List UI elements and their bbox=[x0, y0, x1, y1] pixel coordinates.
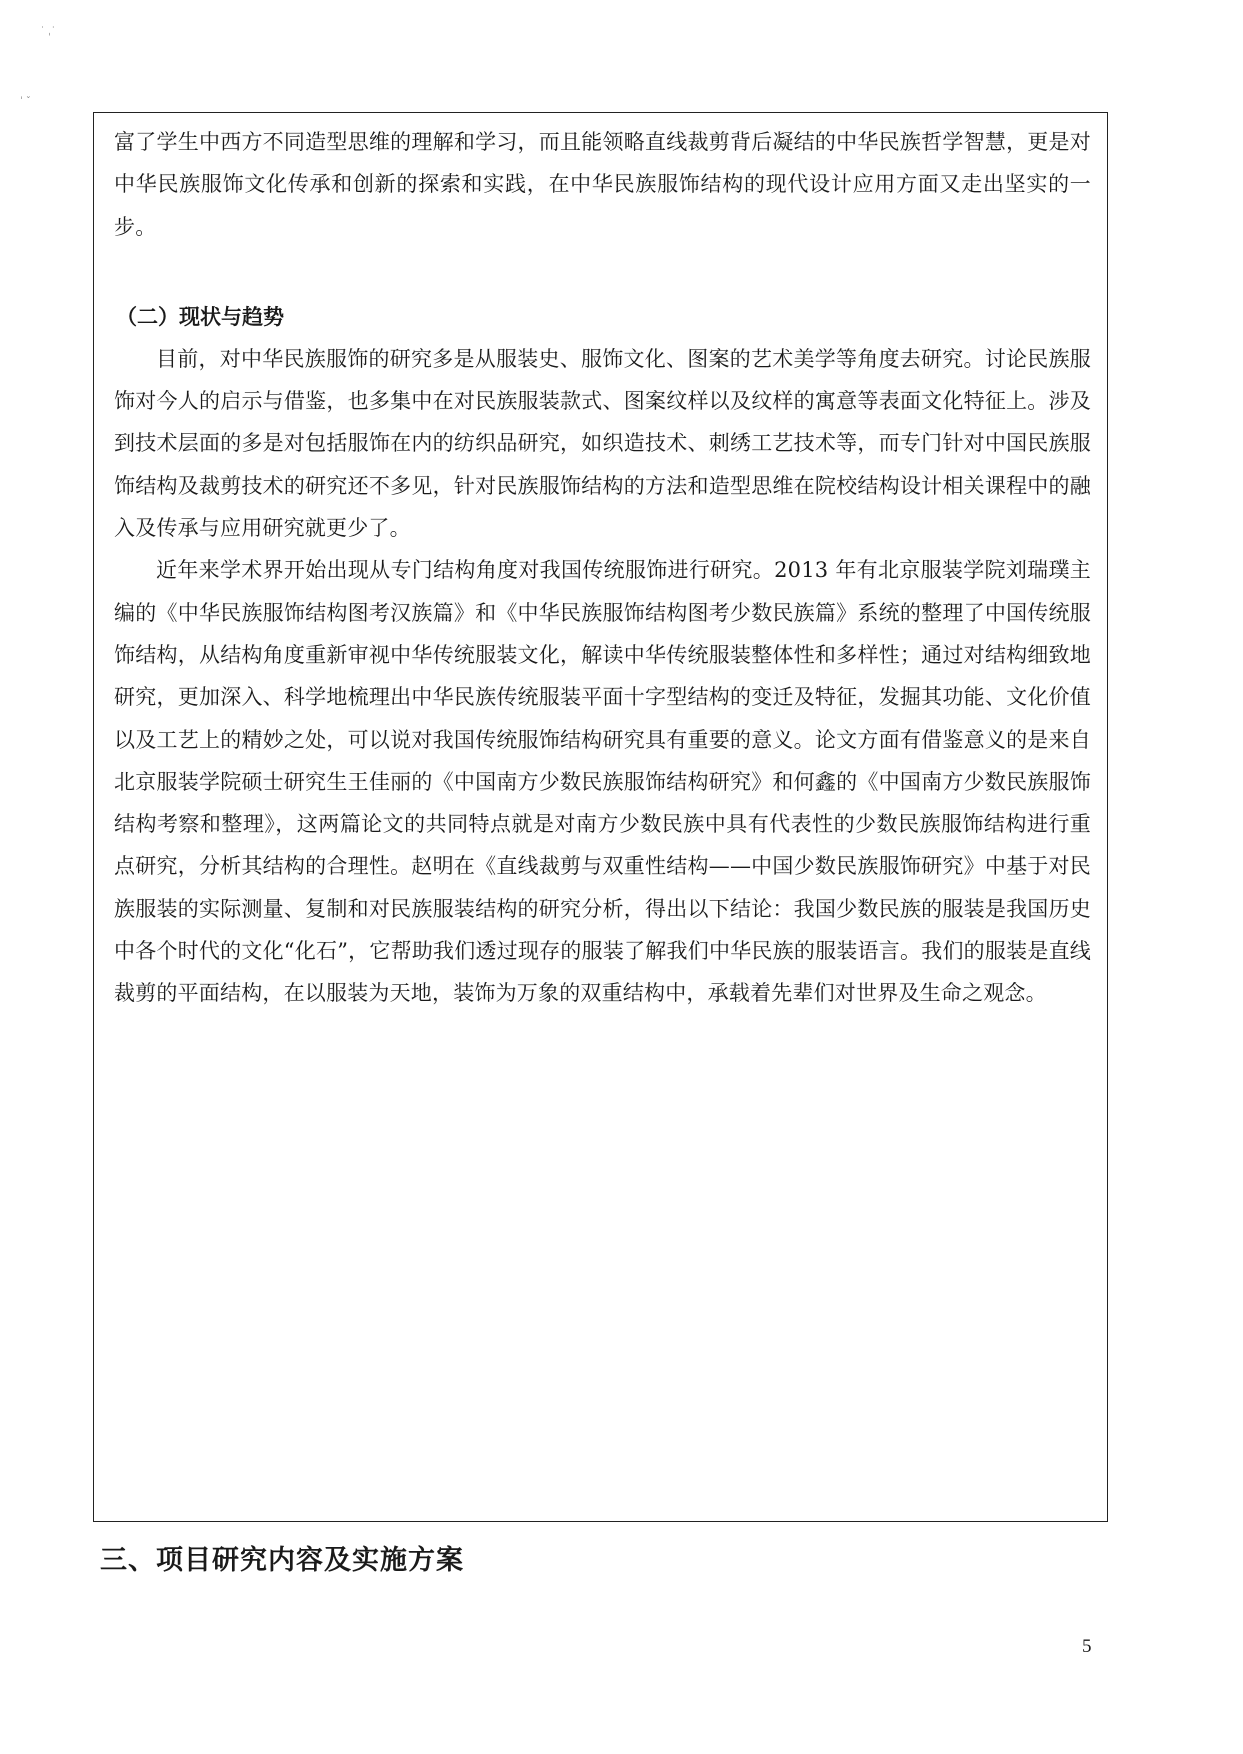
scan-speck: ˙ ˌ˙ bbox=[40, 26, 56, 37]
content-box-body bbox=[114, 121, 1091, 1015]
section-heading: 三、项目研究内容及实施方案 bbox=[100, 1545, 464, 1576]
paragraph-recent-scholarship: 近年来学术界开始出现从专门结构角度对我国传统服饰进行研究。2013 年有北京服装学院刘瑞璞主编的《中华民族服饰结构图考汉族篇》和《中华民族服饰结构图考少数民族篇》系统的整理了中国传统服饰结构，从结构角度重新审视中华传统服装文化，解读中华传统服装整体性和多样性；通过对结构细致地研究，更加深入、科学地梳理出中华民族传统服装平面十字型结构的变迁及特征，发掘其功能、文化价值以及工艺上的精妙之处，可以说对我国传统服饰结构研究具有重要的意义。论文方面有借鉴意义的是来自北京服装学院硕士研究生王佳丽的《中国南方少数民族服饰结构研究》和何鑫的《中国南方少数民族服饰结构考察和整理》，这两篇论文的共同特点就是对南方少数民族中具有代表性的少数民族服饰结构进行重点研究，分析其结构的合理性。赵明在《直线裁剪与双重性结构——中国少数民族服饰研究》中基于对民族服装的实际测量、复制和对民族服装结构的研究分析，得出以下结论：我国少数民族的服装是我国历史中各个时代的文化“化石”，它帮助我们透过现存的服装了解我们中华民族的服装语言。我们的服装是直线裁剪的平面结构，在以服装为天地，装饰为万象的双重结构中，承载着先辈们对世界及生命之观念。 bbox=[114, 558, 1091, 1006]
continuation-paragraph: 富了学生中西方不同造型思维的理解和学习，而且能领略直线裁剪背后凝结的中华民族哲学智慧，更是对中华民族服饰文化传承和创新的探索和实践，在中华民族服饰结构的现代设计应用方面又走出坚实的一步。 bbox=[114, 130, 1091, 239]
scan-speck: ˈ ˇ bbox=[20, 96, 31, 107]
content-box bbox=[93, 112, 1108, 1522]
paragraph-current-research: 目前，对中华民族服饰的研究多是从服装史、服饰文化、图案的艺术美学等角度去研究。讨论民族服饰对今人的启示与借鉴，也多集中在对民族服装款式、图案纹样以及纹样的寓意等表面文化特征上。涉及到技术层面的多是对包括服饰在内的纺织品研究，如织造技术、刺绣工艺技术等，而专门针对中国民族服饰结构及裁剪技术的研究还不多见，针对民族服饰结构的方法和造型思维在院校结构设计相关课程中的融入及传承与应用研究就更少了。 bbox=[114, 346, 1091, 541]
subheading-status-and-trends: （二）现状与趋势 bbox=[116, 304, 284, 329]
page-number: 5 bbox=[1082, 1636, 1092, 1657]
